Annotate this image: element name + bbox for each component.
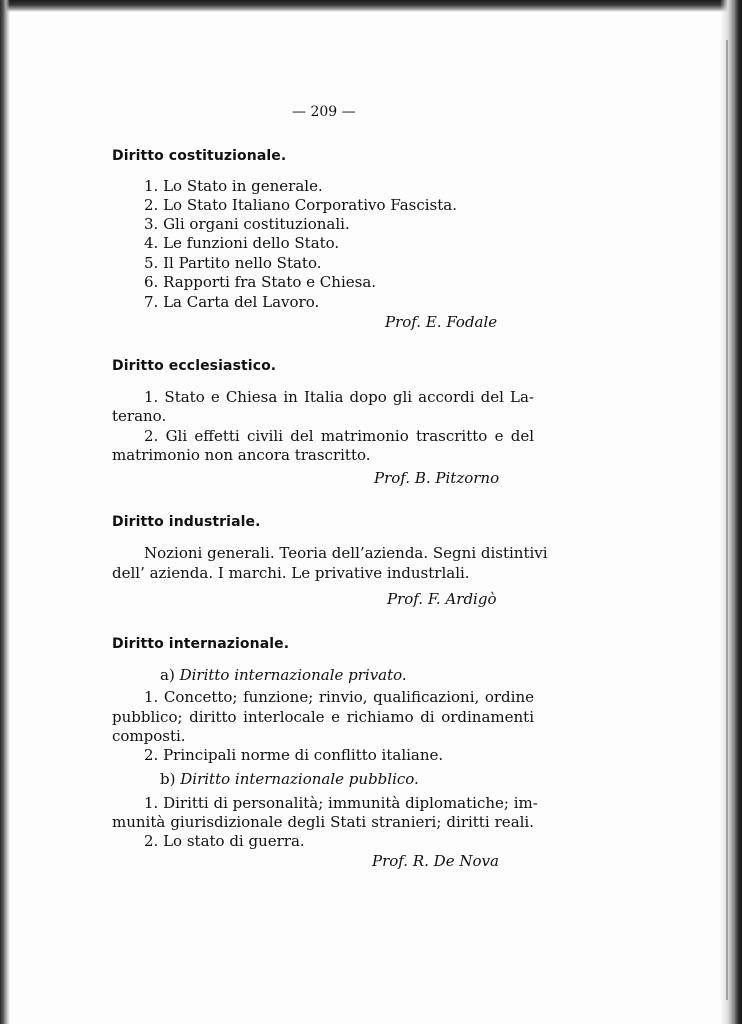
paragraph-line: terano. bbox=[112, 407, 167, 425]
professor-ardigo: Prof. F. Ardigò bbox=[387, 590, 497, 608]
page-number: — 209 — bbox=[292, 104, 356, 120]
list-item: 4. Le funzioni dello Stato. bbox=[144, 234, 340, 252]
scan-edge-left bbox=[0, 0, 10, 1024]
list-item: 5. Il Partito nello Stato. bbox=[144, 254, 322, 272]
paragraph-line: Nozioni generali. Teoria dell’azienda. Segni distintivi bbox=[144, 544, 548, 562]
section-heading-internazionale: Diritto internazionale. bbox=[112, 636, 290, 652]
paragraph-line: 2. Principali norme di conflitto italiane. bbox=[144, 746, 444, 764]
paragraph-line: 2. Gli effetti civili del matrimonio trascritto e del bbox=[144, 427, 534, 445]
subsection-b-letter: b) bbox=[160, 770, 176, 788]
section-heading-ecclesiastico: Diritto ecclesiastico. bbox=[112, 358, 277, 374]
subsection-b-heading bbox=[160, 770, 419, 789]
subsection-b-title: Diritto internazionale pubblico. bbox=[180, 770, 419, 788]
paragraph-line: 2. Lo stato di guerra. bbox=[144, 832, 305, 850]
paragraph-line: 1. Stato e Chiesa in Italia dopo gli accordi del La- bbox=[144, 388, 534, 406]
professor-pitzorno: Prof. B. Pitzorno bbox=[374, 469, 500, 487]
section-heading-industriale: Diritto industriale. bbox=[112, 514, 261, 530]
list-item: 2. Lo Stato Italiano Corporativo Fascista. bbox=[144, 196, 457, 214]
section-heading-costituzionale: Diritto costituzionale. bbox=[112, 148, 287, 164]
paragraph-line: dell’ azienda. I marchi. Le privative industrlali. bbox=[112, 564, 470, 582]
scan-edge-top bbox=[0, 0, 742, 12]
paragraph-line: munità giurisdizionale degli Stati stranieri; diritti reali. bbox=[112, 813, 534, 831]
paragraph-line: 1. Concetto; funzione; rinvio, qualificazioni, ordine bbox=[144, 688, 534, 706]
list-item: 6. Rapporti fra Stato e Chiesa. bbox=[144, 273, 377, 291]
list-item: 3. Gli organi costituzionali. bbox=[144, 215, 350, 233]
subsection-a-title: Diritto internazionale privato. bbox=[179, 666, 407, 684]
subsection-a-letter: a) bbox=[160, 666, 175, 684]
professor-de-nova: Prof. R. De Nova bbox=[372, 852, 499, 870]
scan-edge-right bbox=[720, 0, 742, 1024]
list-item: 7. La Carta del Lavoro. bbox=[144, 293, 320, 311]
list-item: 1. Lo Stato in generale. bbox=[144, 177, 323, 195]
professor-fodale: Prof. E. Fodale bbox=[385, 313, 498, 331]
page-fold-line bbox=[726, 40, 728, 1000]
paragraph-line: pubblico; diritto interlocale e richiamo di ordinamenti bbox=[112, 708, 534, 726]
subsection-a-heading bbox=[160, 666, 407, 685]
paragraph-line: 1. Diritti di personalità; immunità diplomatiche; im- bbox=[144, 794, 538, 812]
paragraph-line: composti. bbox=[112, 727, 186, 745]
paragraph-line: matrimonio non ancora trascritto. bbox=[112, 446, 371, 464]
